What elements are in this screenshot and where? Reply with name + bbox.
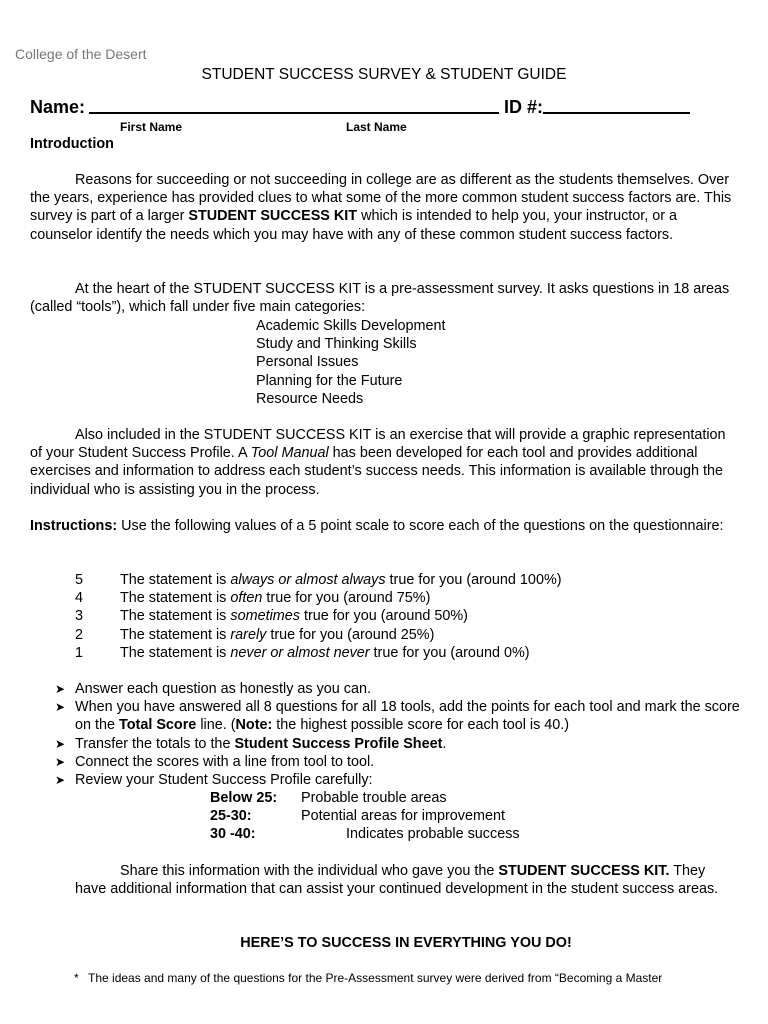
arrow-bullet-icon: ➤ xyxy=(55,700,66,715)
list-item: ➤ Answer each question as honestly as you can. xyxy=(55,681,371,697)
range-text: Indicates probable success xyxy=(346,826,520,843)
intro-p1-kit: STUDENT SUCCESS KIT xyxy=(188,208,358,225)
instructions-text: Use the following values of a 5 point scale to score each of the questions on the questionnaire: xyxy=(117,518,724,534)
arrow-bullet-icon: ➤ xyxy=(55,682,66,696)
name-label: Name: xyxy=(30,97,86,117)
range-row xyxy=(210,825,520,843)
intro-paragraph-1 xyxy=(30,171,740,244)
category-list xyxy=(256,317,446,408)
arrow-bullet-icon: ➤ xyxy=(55,754,66,769)
tool-manual-title: Tool Manual xyxy=(250,445,329,462)
college-name: College of the Desert xyxy=(15,46,147,62)
closing-line: HERE’S TO SUCCESS IN EVERYTHING YOU DO! xyxy=(240,935,572,951)
scale-value: 3 xyxy=(75,608,84,625)
footnote-text: The ideas and many of the questions for the Pre-Assessment survey were derived from “Becoming a Master xyxy=(88,971,663,985)
introduction-heading: Introduction xyxy=(30,136,114,152)
range-text: Potential areas for improvement xyxy=(301,808,505,825)
category-item: Resource Needs xyxy=(256,390,364,407)
intro-paragraph-3 xyxy=(30,426,740,499)
scale-text: The statement is often true for you (around 75%) xyxy=(120,590,431,607)
list-item: ➤ Review your Student Success Profile carefully: xyxy=(55,772,373,789)
intro-p1-text-a: Reasons for succeeding or not succeeding in college are as different as the students themselves. Over the years, experience has provided clues to what some of the more common student success factors are. This survey is part of a larger xyxy=(30,172,732,225)
list-item: ➤ Connect the scores with a line from tool to tool. xyxy=(55,753,375,770)
id-label: ID #: xyxy=(504,97,544,117)
page-title: STUDENT SUCCESS SURVEY & STUDENT GUIDE xyxy=(201,66,567,83)
scale-text: The statement is never or almost never true for you (around 0%) xyxy=(120,644,530,661)
scale-list xyxy=(75,571,562,662)
scale-row xyxy=(75,571,562,589)
instructions-label: Instructions: xyxy=(30,518,118,534)
arrow-bullet-icon: ➤ xyxy=(55,773,66,788)
name-field[interactable] xyxy=(89,112,499,114)
share-kit: STUDENT SUCCESS KIT. xyxy=(498,863,670,879)
footnote xyxy=(74,971,662,985)
scale-text: The statement is always or almost always true for you (around 100%) xyxy=(120,572,562,588)
range-key: Below 25: xyxy=(210,790,278,806)
intro-paragraph-2: At the heart of the STUDENT SUCCESS KIT is a pre-assessment survey. It asks questions in 18 areas (called “tools”), which fall under five main categories: xyxy=(30,281,730,316)
score-ranges xyxy=(210,789,520,844)
category-item: Personal Issues xyxy=(256,354,359,371)
category-item: Study and Thinking Skills xyxy=(256,336,417,353)
id-field[interactable] xyxy=(543,112,690,114)
first-name-label: First Name xyxy=(120,120,183,134)
scale-value: 2 xyxy=(75,626,84,643)
scale-row xyxy=(75,626,562,644)
scale-value: 5 xyxy=(75,572,84,588)
footnote-mark: * xyxy=(74,971,79,985)
range-key: 30 -40: xyxy=(210,826,256,843)
last-name-label: Last Name xyxy=(346,120,407,134)
intro-p3-text-b: has been developed for each tool and provides additional exercises and information to address each student’s success needs. This information is available through the individual who is assisting you in the process. xyxy=(30,445,724,498)
instructions-paragraph xyxy=(30,517,740,535)
range-row xyxy=(210,807,520,825)
category-item: Academic Skills Development xyxy=(256,318,446,334)
range-row xyxy=(210,789,520,807)
scale-text: The statement is rarely true for you (around 25%) xyxy=(120,626,435,643)
scale-row xyxy=(75,607,562,625)
list-item: ➤ When you have answered all 8 questions for all 18 tools, add the points for each tool and mark the score on the Total Score line. (Note: the highest possible score for each tool is 40.) xyxy=(55,699,740,734)
scale-row xyxy=(75,589,562,607)
scale-value: 4 xyxy=(75,590,84,607)
arrow-bullet-icon: ➤ xyxy=(55,736,66,751)
range-key: 25-30: xyxy=(210,808,252,825)
list-item: ➤ Transfer the totals to the Student Success Profile Sheet. xyxy=(55,735,447,752)
scale-value: 1 xyxy=(75,644,84,661)
name-id-row xyxy=(30,97,690,118)
range-text: Probable trouble areas xyxy=(301,790,447,806)
instruction-bullets xyxy=(55,680,745,789)
intro-p3-text-a: Also included in the STUDENT SUCCESS KIT is an exercise that will provide a graphic representation of your Student Success Profile. A xyxy=(30,427,726,462)
category-item: Planning for the Future xyxy=(256,372,403,389)
intro-p1-text-b: which is intended to help you, your instructor, or a counselor identify the needs which you may have with any of these common student success factors. xyxy=(30,208,678,243)
scale-text: The statement is sometimes true for you (around 50%) xyxy=(120,608,468,625)
scale-row xyxy=(75,644,562,662)
share-paragraph: Share this information with the individual who gave you the STUDENT SUCCESS KIT. They have additional information that can assist your continued development in the student success areas. xyxy=(75,863,719,898)
